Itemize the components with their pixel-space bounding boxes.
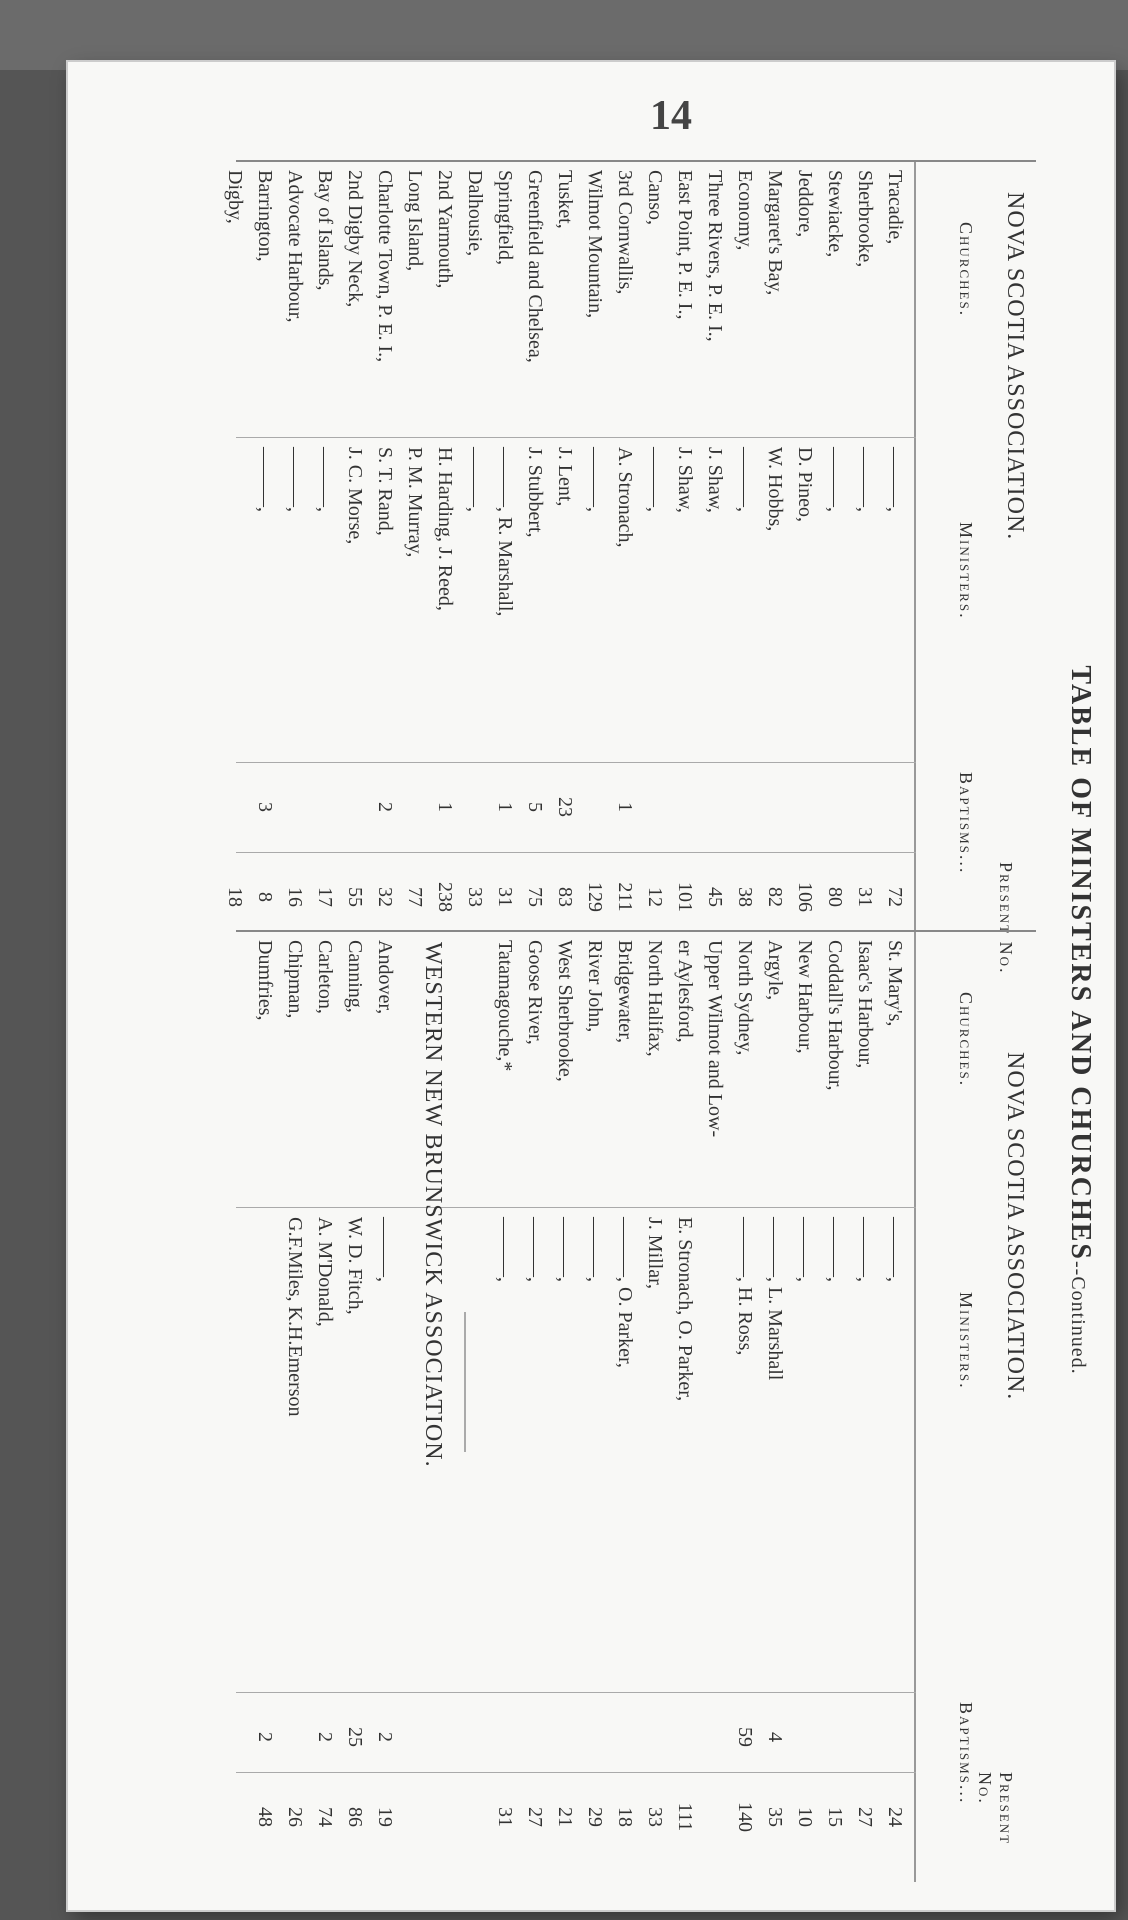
baptisms-count: 1 xyxy=(434,802,456,812)
minister-name: ———, xyxy=(824,1217,846,1282)
table-row xyxy=(576,932,606,1882)
present-number: 27 xyxy=(854,1807,876,1827)
present-number: 8 xyxy=(254,892,276,902)
present-number: 80 xyxy=(824,887,846,907)
present-number: 238 xyxy=(434,882,456,912)
present-number: 10 xyxy=(794,1807,816,1827)
baptisms-count: 1 xyxy=(494,802,516,812)
present-number: 77 xyxy=(404,887,426,907)
minister-name: ———, xyxy=(824,447,846,512)
present-number: 75 xyxy=(524,887,546,907)
church-name: Barrington, xyxy=(254,170,276,262)
minister-name: A. M'Donald, xyxy=(314,1217,336,1327)
title-main: TABLE OF MINISTERS AND CHURCHES xyxy=(1065,665,1096,1261)
present-number: 17 xyxy=(314,887,336,907)
church-name: Bridgewater, xyxy=(614,940,636,1044)
church-name: Three Rivers, P. E. I., xyxy=(704,170,726,342)
minister-name: ———, xyxy=(584,1217,606,1282)
table-row xyxy=(606,932,636,1882)
church-name: Advocate Harbour, xyxy=(284,170,306,323)
church-name: 2nd Digby Neck, xyxy=(344,170,366,308)
minister-name: ———, xyxy=(644,447,666,512)
church-name: Tusket, xyxy=(554,170,576,229)
table-row xyxy=(246,162,276,982)
col-ministers-right: Ministers. xyxy=(956,1292,976,1390)
table-row xyxy=(426,162,456,982)
col-present-right: Present No. xyxy=(975,1772,1016,1846)
minister-name: ———, xyxy=(284,447,306,512)
minister-name: ———, xyxy=(554,1217,576,1282)
table-row xyxy=(366,932,396,1882)
table-row xyxy=(846,932,876,1882)
present-number: 211 xyxy=(614,882,636,912)
table-row xyxy=(546,162,576,982)
minister-name: ———, xyxy=(854,1217,876,1282)
minister-name: ———, R. Marshall, xyxy=(494,447,516,617)
present-number: 33 xyxy=(464,887,486,907)
present-number: 24 xyxy=(884,1807,906,1827)
present-number: 32 xyxy=(374,887,396,907)
church-name: Jeddore, xyxy=(794,170,816,238)
present-number: 129 xyxy=(584,882,606,912)
minister-name: J. C. Morse, xyxy=(344,447,366,545)
table-row xyxy=(276,932,306,1882)
church-name: Tatamagouche,* xyxy=(494,940,516,1072)
table-row xyxy=(636,162,666,982)
baptisms-count: 2 xyxy=(374,1732,396,1742)
page-number: 14 xyxy=(650,93,692,139)
present-number: 83 xyxy=(554,887,576,907)
church-name: Tracadie, xyxy=(884,170,906,245)
table-row xyxy=(666,162,696,982)
minister-name: ———, xyxy=(854,447,876,512)
baptisms-count: 4 xyxy=(764,1732,786,1742)
minister-name: G.F.Miles, K.H.Emerson xyxy=(284,1217,306,1417)
minister-name: J. Millar, xyxy=(644,1217,666,1289)
baptisms-count: 5 xyxy=(524,802,546,812)
church-name: er Aylesford, xyxy=(674,940,696,1043)
church-name: Goose River, xyxy=(524,940,546,1045)
present-number: 15 xyxy=(824,1807,846,1827)
table-row xyxy=(696,162,726,982)
minister-name: ———, O. Parker, xyxy=(614,1217,636,1368)
church-name: St. Mary's, xyxy=(884,940,906,1027)
baptisms-count: 2 xyxy=(254,1732,276,1742)
church-name: East Point, P. E. I., xyxy=(674,170,696,320)
church-name: Economy, xyxy=(734,170,756,251)
table-row xyxy=(846,162,876,982)
church-name: River John, xyxy=(584,940,606,1033)
present-number: 72 xyxy=(884,887,906,907)
present-number: 16 xyxy=(284,887,306,907)
church-name: Greenfield and Chelsea, xyxy=(524,170,546,363)
present-number: 106 xyxy=(794,882,816,912)
present-number: 140 xyxy=(734,1802,756,1832)
table-row xyxy=(276,162,306,982)
table-row xyxy=(726,932,756,1882)
minister-name: ———, xyxy=(314,447,336,512)
church-name: Sherbrooke, xyxy=(854,170,876,268)
church-name: Isaac's Harbour, xyxy=(854,940,876,1069)
table-row xyxy=(786,932,816,1882)
association-heading-left: NOVA SCOTIA ASSOCIATION. xyxy=(1002,192,1028,541)
baptisms-count: 3 xyxy=(254,802,276,812)
present-number: 31 xyxy=(494,1807,516,1827)
church-name: New Harbour, xyxy=(794,940,816,1054)
minister-name: ———, xyxy=(884,447,906,512)
church-name: Bay of Islands, xyxy=(314,170,336,291)
present-number: 12 xyxy=(644,887,666,907)
minister-name: ———, H. Ross, xyxy=(734,1217,756,1356)
table-row xyxy=(246,932,276,1882)
table-row xyxy=(396,162,426,982)
baptisms-count: 23 xyxy=(554,797,576,817)
present-number: 31 xyxy=(854,887,876,907)
church-name: Charlotte Town, P. E. I., xyxy=(374,170,396,363)
present-number: 35 xyxy=(764,1807,786,1827)
church-name: Chipman, xyxy=(284,940,306,1019)
minister-name: D. Pineo, xyxy=(794,447,816,522)
church-name: 3rd Cornwallis, xyxy=(614,170,636,295)
table-row xyxy=(606,162,636,982)
present-number: 26 xyxy=(284,1807,306,1827)
present-number: 38 xyxy=(734,887,756,907)
church-name: North Sydney, xyxy=(734,940,756,1056)
minister-name: H. Harding, J. Reed, xyxy=(434,447,456,611)
minister-name: W. D. Fitch, xyxy=(344,1217,366,1315)
table-row xyxy=(666,932,696,1882)
baptisms-count: 2 xyxy=(314,1732,336,1742)
table-row xyxy=(696,932,726,1882)
table-row xyxy=(336,932,366,1882)
table-row xyxy=(486,162,516,982)
present-number: 101 xyxy=(674,882,696,912)
table-row xyxy=(816,162,846,982)
present-number: 19 xyxy=(374,1807,396,1827)
present-number: 74 xyxy=(314,1807,336,1827)
right-table xyxy=(236,930,1036,1882)
minister-name: ———, xyxy=(524,1217,546,1282)
table-row xyxy=(756,932,786,1882)
minister-name: ———, xyxy=(584,447,606,512)
association-heading-right: NOVA SCOTIA ASSOCIATION. xyxy=(1002,1052,1028,1401)
col-churches-left: Churches. xyxy=(956,222,976,318)
minister-name: J. Lent, xyxy=(554,447,576,507)
table-row xyxy=(876,162,906,982)
church-name: 2nd Yarmouth, xyxy=(434,170,456,289)
minister-name: J. Stubbert, xyxy=(524,447,546,538)
table-row xyxy=(216,162,246,982)
present-number: 55 xyxy=(344,887,366,907)
baptisms-count: 2 xyxy=(374,802,396,812)
minister-name: ———, xyxy=(464,447,486,512)
minister-name: ———, xyxy=(884,1217,906,1282)
minister-name: S. T. Rand, xyxy=(374,447,396,536)
table-row xyxy=(726,162,756,982)
col-ministers-left: Ministers. xyxy=(956,522,976,620)
table-row xyxy=(336,162,366,982)
minister-name: P. M. Murray, xyxy=(404,447,426,558)
table-row xyxy=(306,162,336,982)
baptisms-count: 59 xyxy=(734,1727,756,1747)
table-row xyxy=(306,932,336,1882)
church-name: North Halifax, xyxy=(644,940,666,1057)
church-name: West Sherbrooke, xyxy=(554,940,576,1082)
present-number: 21 xyxy=(554,1807,576,1827)
title-suffix: --Continued. xyxy=(1067,1261,1089,1375)
church-name: Dalhousie, xyxy=(464,170,486,257)
church-name: Margaret's Bay, xyxy=(764,170,786,296)
minister-name: ———, L. Marshall xyxy=(764,1217,786,1381)
table-row xyxy=(816,932,846,1882)
present-number: 45 xyxy=(704,887,726,907)
minister-name: J. Shaw, xyxy=(674,447,696,513)
church-name: Canso, xyxy=(644,170,666,225)
minister-name: W. Hobbs, xyxy=(764,447,786,532)
present-number: 82 xyxy=(764,887,786,907)
church-name: Upper Wilmot and Low- xyxy=(704,940,726,1138)
table-row xyxy=(546,932,576,1882)
scan-background xyxy=(0,0,1128,70)
col-baptisms-left: Baptisms... xyxy=(956,772,976,875)
table-row xyxy=(456,162,486,982)
table-row xyxy=(636,932,666,1882)
church-name: Stewiacke, xyxy=(824,170,846,258)
church-name: Argyle, xyxy=(764,940,786,1001)
church-name: Canning, xyxy=(344,940,366,1013)
present-number: 31 xyxy=(494,887,516,907)
baptisms-count: 1 xyxy=(614,802,636,812)
table-row xyxy=(486,932,516,1882)
present-number: 29 xyxy=(584,1807,606,1827)
church-name: Andover, xyxy=(374,940,396,1015)
church-name: Springfield, xyxy=(494,170,516,265)
minister-name: ———, xyxy=(374,1217,396,1282)
minister-name: ———, xyxy=(734,447,756,512)
rotated-table xyxy=(224,160,1096,1880)
table-row xyxy=(786,162,816,982)
minister-name: J. Shaw, xyxy=(704,447,726,513)
present-number: 18 xyxy=(224,887,246,907)
present-number: 18 xyxy=(614,1807,636,1827)
minister-name: ———, xyxy=(254,447,276,512)
church-name: Dumfries, xyxy=(254,940,276,1021)
church-name: Coddall's Harbour, xyxy=(824,940,846,1091)
col-present-left: Present No. xyxy=(996,862,1016,975)
minister-name: A. Stronach, xyxy=(614,447,636,548)
church-name: Wilmot Mountain, xyxy=(584,170,606,319)
left-table xyxy=(224,160,1036,982)
minister-name: ———, xyxy=(494,1217,516,1282)
table-row xyxy=(756,162,786,982)
section-separator xyxy=(464,1312,466,1452)
western-association-heading: WESTERN NEW BRUNSWICK ASSOCIATION. xyxy=(420,942,446,1468)
church-name: Digby, xyxy=(224,170,246,224)
col-churches-right: Churches. xyxy=(956,992,976,1088)
present-number: 27 xyxy=(524,1807,546,1827)
present-number: 33 xyxy=(644,1807,666,1827)
baptisms-count: 25 xyxy=(344,1727,366,1747)
present-number: 111 xyxy=(674,1802,696,1832)
table-row xyxy=(516,162,546,982)
minister-name: E. Stronach, O. Parker, xyxy=(674,1217,696,1402)
table-row xyxy=(516,932,546,1882)
minister-name: ———, xyxy=(794,1217,816,1282)
present-number: 86 xyxy=(344,1807,366,1827)
table-title xyxy=(1064,160,1096,1880)
table-row xyxy=(366,162,396,982)
church-name: Carleton, xyxy=(314,940,336,1014)
present-number: 48 xyxy=(254,1807,276,1827)
col-baptisms-right: Baptisms... xyxy=(956,1702,976,1805)
table-row xyxy=(876,932,906,1882)
table-row xyxy=(576,162,606,982)
church-name: Long Island, xyxy=(404,170,426,272)
